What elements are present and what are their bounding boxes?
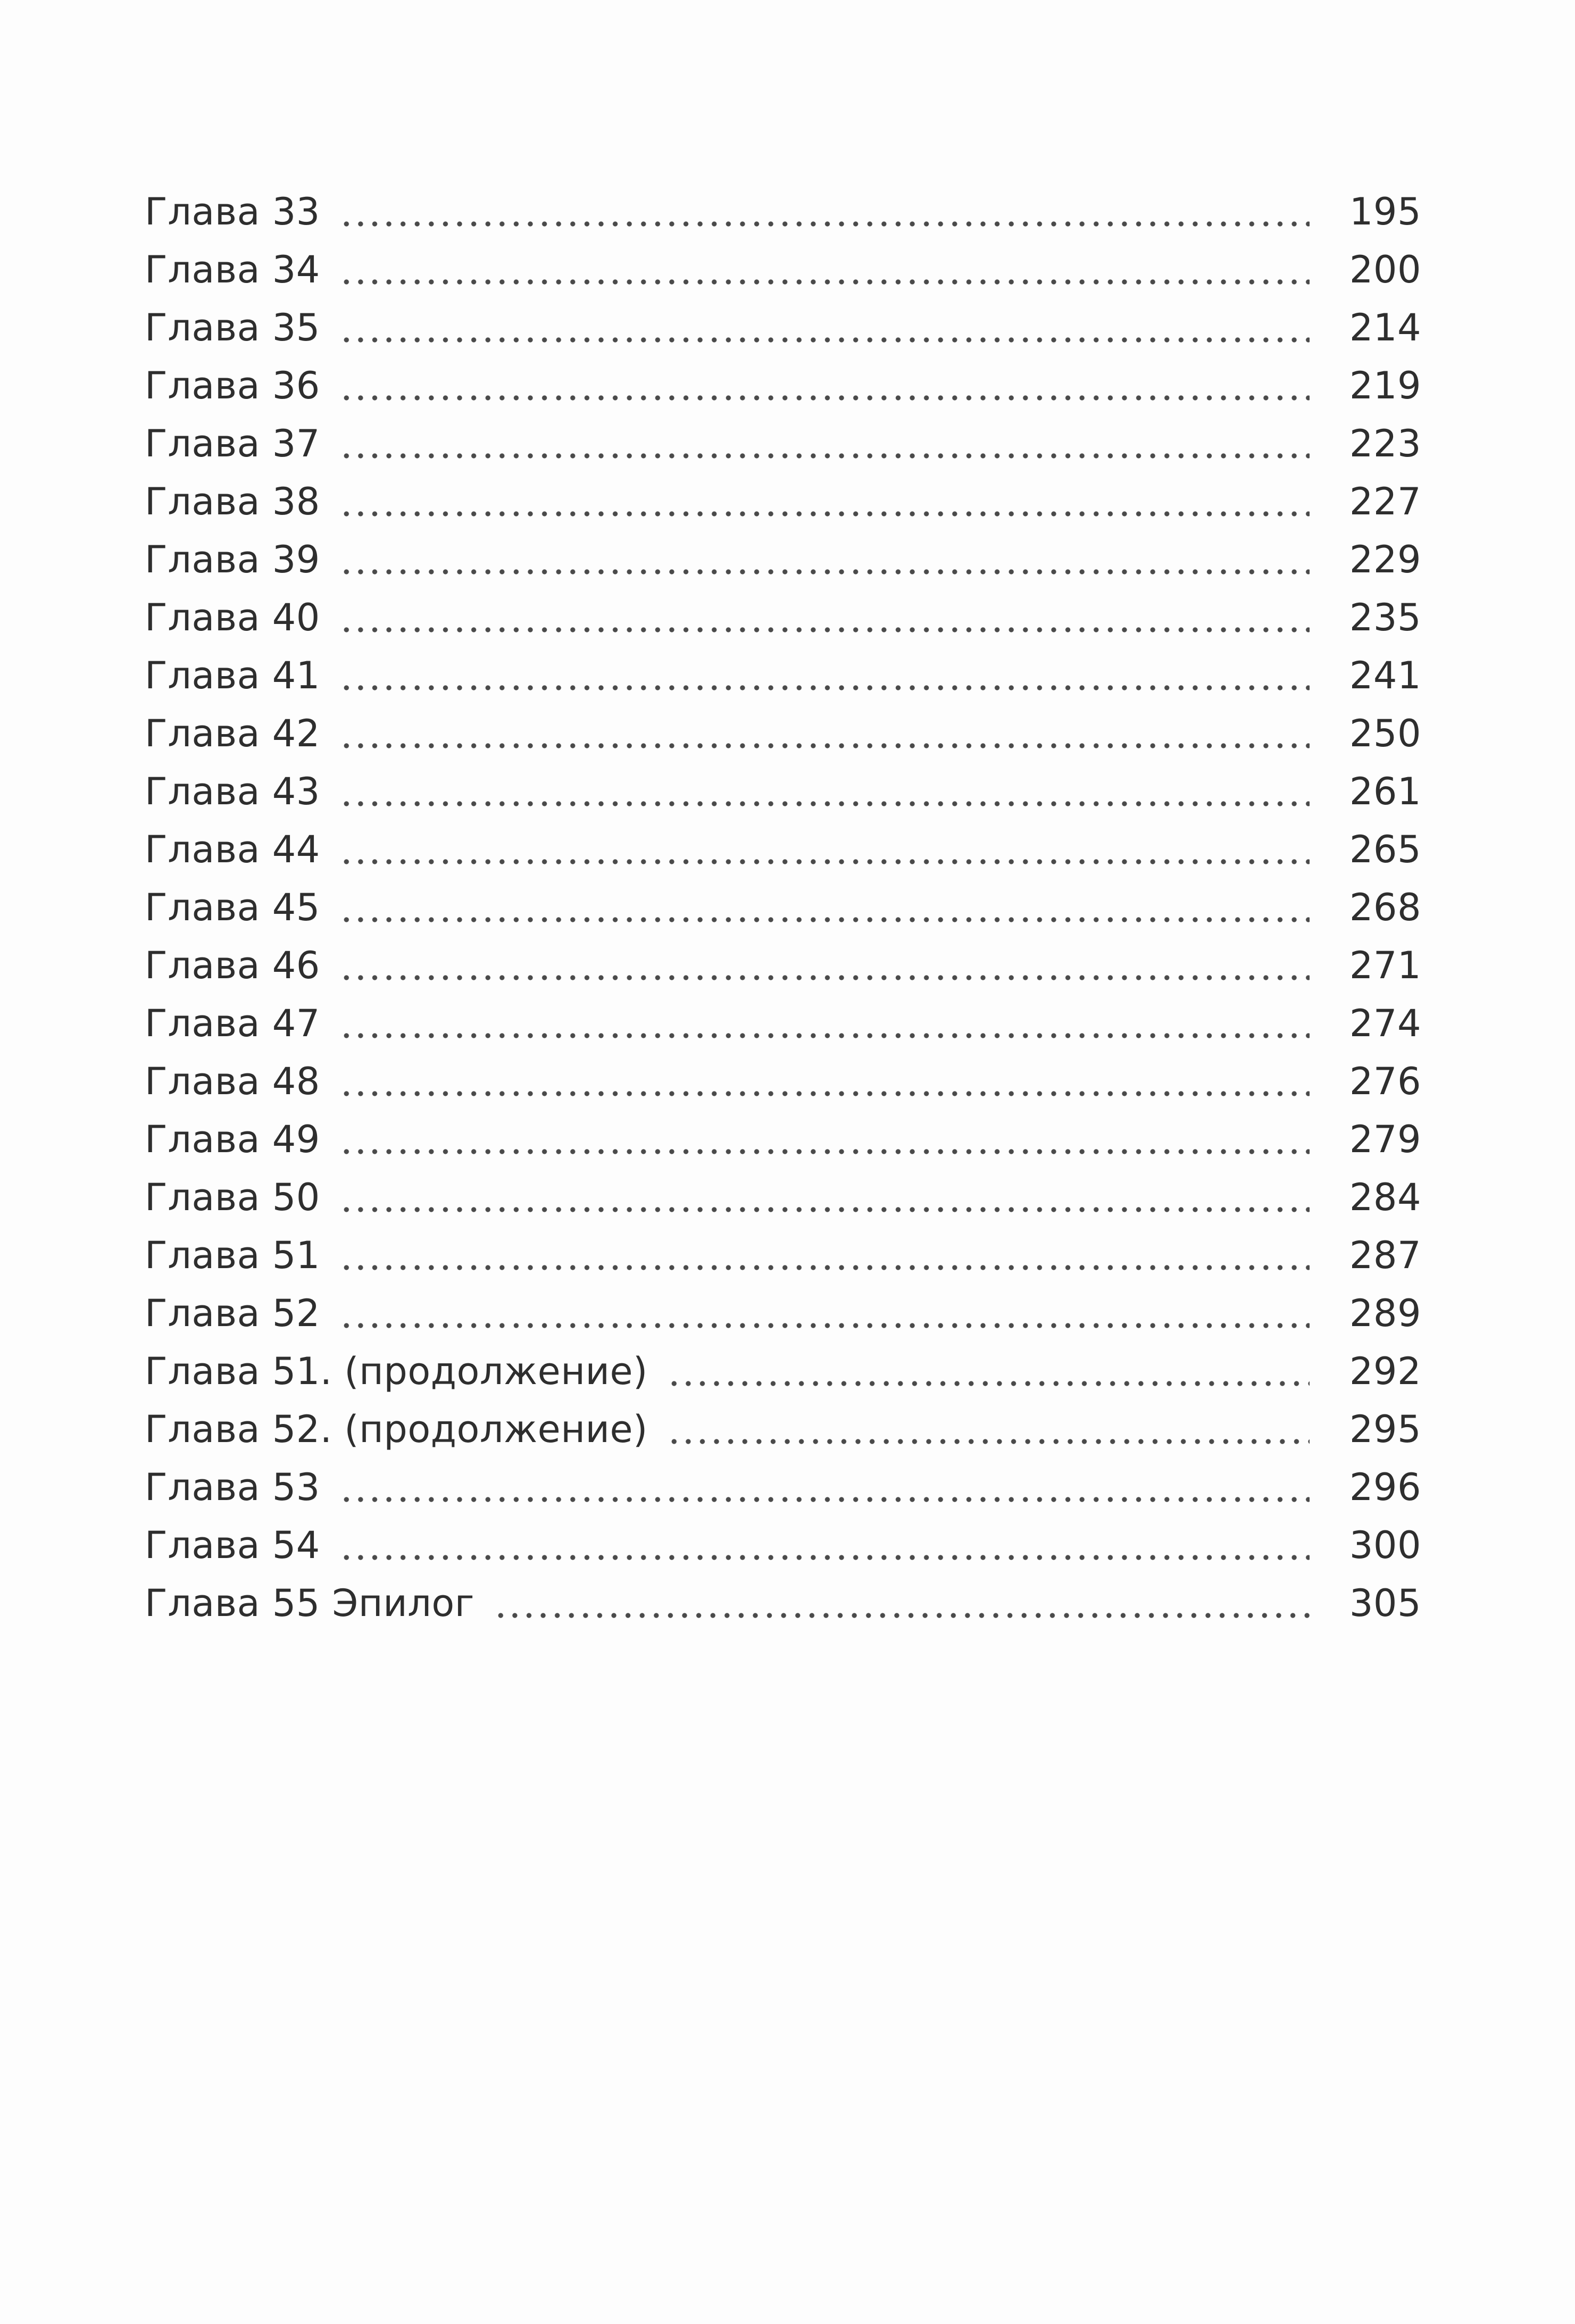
toc-entry-page-number: 219	[1349, 364, 1421, 407]
toc-entry	[145, 1169, 1421, 1227]
toc-entry-page-number: 250	[1349, 712, 1421, 755]
toc-entry-page-number: 271	[1349, 944, 1421, 987]
dot-leader	[339, 334, 1310, 346]
toc-entry-title: Глава 52. (продолжение)	[145, 1407, 648, 1451]
toc-entry	[145, 357, 1421, 415]
dot-leader	[339, 565, 1310, 578]
toc-entry-page-number: 265	[1349, 828, 1421, 871]
toc-entry-title: Глава 37	[145, 422, 320, 465]
toc-entry-title: Глава 40	[145, 596, 320, 639]
toc-entry-title: Глава 34	[145, 248, 320, 291]
toc-entry-title: Глава 46	[145, 944, 320, 987]
toc-entry	[145, 1459, 1421, 1517]
toc-entry-title: Глава 55 Эпилог	[145, 1581, 475, 1625]
toc-entry	[145, 299, 1421, 357]
toc-entry-title: Глава 33	[145, 190, 320, 234]
dot-leader	[339, 1261, 1310, 1274]
toc-entry	[145, 1111, 1421, 1169]
dot-leader	[339, 276, 1310, 288]
toc-entry-page-number: 214	[1349, 306, 1421, 349]
toc-entry-page-number: 268	[1349, 886, 1421, 929]
dot-leader	[339, 1203, 1310, 1216]
dot-leader	[339, 797, 1310, 810]
toc-entry	[145, 531, 1421, 589]
dot-leader	[339, 681, 1310, 694]
dot-leader	[339, 913, 1310, 926]
toc-entry-title: Глава 41	[145, 654, 320, 697]
toc-entry-page-number: 296	[1349, 1465, 1421, 1509]
dot-leader	[339, 1145, 1310, 1158]
dot-leader	[339, 1029, 1310, 1042]
toc-entry	[145, 415, 1421, 473]
toc-entry-title: Глава 54	[145, 1523, 320, 1567]
toc-entry	[145, 1053, 1421, 1111]
dot-leader	[339, 971, 1310, 984]
dot-leader	[494, 1609, 1310, 1622]
toc-entry-page-number: 279	[1349, 1118, 1421, 1161]
toc-entry-page-number: 223	[1349, 422, 1421, 465]
dot-leader	[339, 1493, 1310, 1506]
toc-entry	[145, 589, 1421, 647]
toc-entry-title: Глава 53	[145, 1465, 320, 1509]
dot-leader	[339, 855, 1310, 868]
toc-entry	[145, 821, 1421, 879]
toc-entry	[145, 763, 1421, 821]
toc-entry	[145, 879, 1421, 937]
toc-entry	[145, 1285, 1421, 1343]
toc-entry-page-number: 261	[1349, 770, 1421, 813]
toc-entry-page-number: 295	[1349, 1407, 1421, 1451]
toc-entry-title: Глава 35	[145, 306, 320, 349]
toc-entry-page-number: 227	[1349, 480, 1421, 523]
toc-entry	[145, 705, 1421, 763]
dot-leader	[339, 1551, 1310, 1564]
toc-entry-title: Глава 47	[145, 1002, 320, 1045]
toc-entry	[145, 1401, 1421, 1459]
toc-entry-page-number: 241	[1349, 654, 1421, 697]
toc-entry-title: Глава 50	[145, 1176, 320, 1219]
toc-entry-title: Глава 38	[145, 480, 320, 523]
toc-entry-page-number: 289	[1349, 1292, 1421, 1335]
toc-entry	[145, 647, 1421, 705]
toc-entry-title: Глава 43	[145, 770, 320, 813]
toc-entry-page-number: 276	[1349, 1060, 1421, 1103]
toc-entry	[145, 1343, 1421, 1401]
toc-entry-title: Глава 39	[145, 538, 320, 581]
dot-leader	[339, 1087, 1310, 1100]
toc-entry-page-number: 274	[1349, 1002, 1421, 1045]
toc-entry-page-number: 235	[1349, 596, 1421, 639]
dot-leader	[339, 739, 1310, 752]
toc-entry	[145, 1227, 1421, 1285]
toc-entry	[145, 937, 1421, 995]
toc-entry-title: Глава 52	[145, 1292, 320, 1335]
toc-entry-page-number: 305	[1349, 1581, 1421, 1625]
toc-entry	[145, 473, 1421, 531]
toc-entry-title: Глава 51. (продолжение)	[145, 1350, 648, 1393]
toc-entry-title: Глава 36	[145, 364, 320, 407]
toc-entry-title: Глава 42	[145, 712, 320, 755]
toc-entry-title: Глава 45	[145, 886, 320, 929]
dot-leader	[339, 449, 1310, 462]
toc-entry	[145, 995, 1421, 1053]
dot-leader	[339, 507, 1310, 520]
toc-entry-page-number: 229	[1349, 538, 1421, 581]
dot-leader	[339, 623, 1310, 636]
toc-entry-page-number: 292	[1349, 1350, 1421, 1393]
toc-entry-title: Глава 49	[145, 1118, 320, 1161]
toc-entry-page-number: 195	[1349, 190, 1421, 234]
toc-entry-page-number: 200	[1349, 248, 1421, 291]
dot-leader	[339, 218, 1310, 230]
toc-entry	[145, 241, 1421, 299]
toc-entry	[145, 1575, 1421, 1632]
toc-entry-title: Глава 44	[145, 828, 320, 871]
toc-entry-title: Глава 48	[145, 1060, 320, 1103]
table-of-contents	[145, 183, 1421, 1632]
dot-leader	[667, 1435, 1310, 1448]
toc-entry-title: Глава 51	[145, 1234, 320, 1277]
dot-leader	[667, 1377, 1310, 1390]
toc-entry	[145, 1517, 1421, 1575]
toc-entry-page-number: 284	[1349, 1176, 1421, 1219]
toc-entry	[145, 183, 1421, 241]
dot-leader	[339, 1319, 1310, 1332]
toc-entry-page-number: 287	[1349, 1234, 1421, 1277]
dot-leader	[339, 392, 1310, 404]
toc-entry-page-number: 300	[1349, 1523, 1421, 1567]
